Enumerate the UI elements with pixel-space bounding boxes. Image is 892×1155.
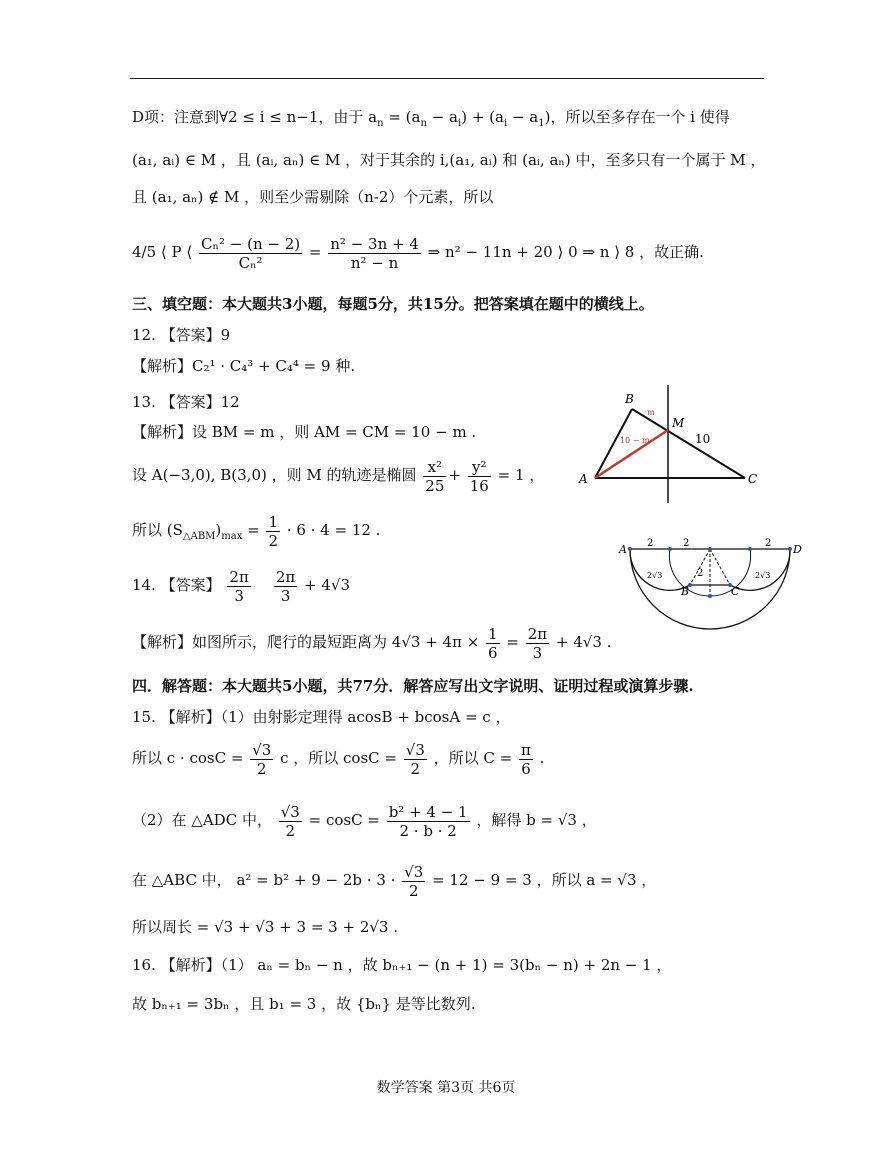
header-rule bbox=[130, 78, 764, 79]
label-r1: 2√3 bbox=[647, 571, 663, 580]
q14-answer: 14. 【答案】 $\frac{2\pi}{3}$ $\frac{2\pi}{3}$ + 4√3 bbox=[132, 567, 351, 605]
q15-line5: 所以周长 = √3 + √3 + 3 = 3 + 2√3 . bbox=[132, 918, 398, 936]
section-3-heading: 三、填空题：本大题共3小题，每题5分，共15分。把答案填在题中的横线上。 bbox=[132, 295, 654, 313]
label-mid: 2 bbox=[697, 568, 704, 579]
arc-inner-left bbox=[669, 549, 710, 596]
label-c: C bbox=[731, 585, 740, 598]
q12-analysis: 【解析】C₂¹ · C₄³ + C₄⁴ = 9 种. bbox=[132, 357, 356, 375]
point-a bbox=[628, 547, 632, 551]
label-seg2: 2 bbox=[683, 538, 690, 549]
label-10-m: 10 − m bbox=[620, 436, 650, 445]
q16-line2: 故 bₙ₊₁ = 3bₙ ，且 b₁ = 3 ，故 {bₙ} 是等比数列. bbox=[132, 995, 476, 1013]
d-item-line1: D项：注意到∀2 ≤ i ≤ n−1，由于 $a_n = (a_n - a_i) + (a_i - a_1)$，所以至多存在一个 i 使得 bbox=[132, 108, 730, 129]
label-a: A bbox=[619, 543, 627, 556]
dash-left bbox=[690, 549, 710, 585]
point-center bbox=[708, 547, 712, 551]
point-2 bbox=[748, 547, 752, 551]
d-item-line2: (a₁, aᵢ) ∈ M ，且 (aᵢ, aₙ) ∈ M ，对于其余的 i,(a₁, aᵢ) 和 (aᵢ, aₙ) 中，至多只有一个属于 M ， bbox=[132, 151, 766, 169]
q16-line1: 16. 【解析】（1） aₙ = bₙ − n ，故 bₙ₊₁ − (n + 1) = 3(bₙ − n) + 2n − 1 ， bbox=[132, 956, 672, 974]
point-1 bbox=[668, 547, 672, 551]
page-footer: 数学答案 第3页 共6页 bbox=[376, 1080, 516, 1096]
point-bottom bbox=[708, 594, 712, 598]
q13-analysis1: 【解析】设 BM = m ，则 AM = CM = 10 − m . bbox=[132, 423, 477, 441]
q12-answer: 12. 【答案】9 bbox=[132, 326, 231, 344]
label-m-length: m bbox=[647, 408, 655, 417]
label-a: A bbox=[579, 472, 588, 486]
q15-line3: （2）在 △ADC 中， $\frac{√3}{2}$ = cosC = $\frac{\text{b² + 4 − 1}}{2 \cdot b \cdot 2}$ ，解得 b = √3 ， bbox=[132, 802, 597, 840]
q15-line4: 在 △ABC 中， a² = b² + 9 − 2b · 3 · $\frac{√3}{2}$ = 12 − 9 = 3 ，所以 a = √3 ， bbox=[132, 862, 657, 900]
section-4-heading: 四．解答题：本大题共5小题，共77分．解答应写出文字说明、证明过程或演算步骤. bbox=[132, 677, 694, 695]
label-b: B bbox=[625, 392, 634, 406]
q15-line1: 15. 【解析】（1）由射影定理得 acosB + bcosA = c ， bbox=[132, 708, 511, 726]
q14-analysis: 【解析】如图所示，爬行的最短距离为 4√3 + 4π × $\frac{1}{6}$ = $\frac{2\pi}{3}$ + 4√3 . bbox=[132, 624, 612, 662]
label-b: B bbox=[681, 585, 690, 598]
label-m: M bbox=[672, 416, 685, 430]
dash-right bbox=[710, 549, 730, 585]
q13-analysis2: 设 A(−3,0), B(3,0) ，则 M 的轨迹是椭圆 $\frac{\text{x²}}{25}$ + $\frac{\text{y²}}{16}$ = 1 ， bbox=[132, 457, 545, 495]
label-c: C bbox=[748, 472, 758, 486]
semicircle-figure bbox=[615, 538, 810, 633]
q13-analysis3: 所以 $(S_{\triangle ABM})_{max}$ = $\frac{1}{2}$ · 6 · 4 = 12 . bbox=[132, 512, 381, 550]
triangle-figure bbox=[575, 385, 765, 505]
q15-line2: 所以 c · cosC = $\frac{√3}{2}$ c ，所以 cosC = $\frac{√3}{2}$ ，所以 C = $\frac{\pi}{6}$ . bbox=[132, 740, 545, 778]
label-r2: 2√3 bbox=[755, 571, 771, 580]
label-d: D bbox=[793, 543, 802, 556]
d-item-line4: 4/5 ⟨ P ⟨ $\frac{\text{Cₙ² − (n − 2)}}{\text{Cₙ²}}$ = $\frac{\text{n² − 3n + 4}}{\text{n² − n}}$ ⇒ n² − 11n + 20 ⟩ 0 ⇒ n ⟩ 8 ，故正确. bbox=[132, 234, 704, 272]
point-d bbox=[788, 547, 792, 551]
d-item-line3: 且 (a₁, aₙ) ∉ M ，则至少需剔除（n-2）个元素，所以 bbox=[132, 188, 494, 206]
label-seg4: 2 bbox=[765, 538, 772, 549]
label-seg1: 2 bbox=[647, 538, 654, 549]
label-10: 10 bbox=[695, 432, 711, 446]
q13-answer: 13. 【答案】12 bbox=[132, 393, 240, 411]
